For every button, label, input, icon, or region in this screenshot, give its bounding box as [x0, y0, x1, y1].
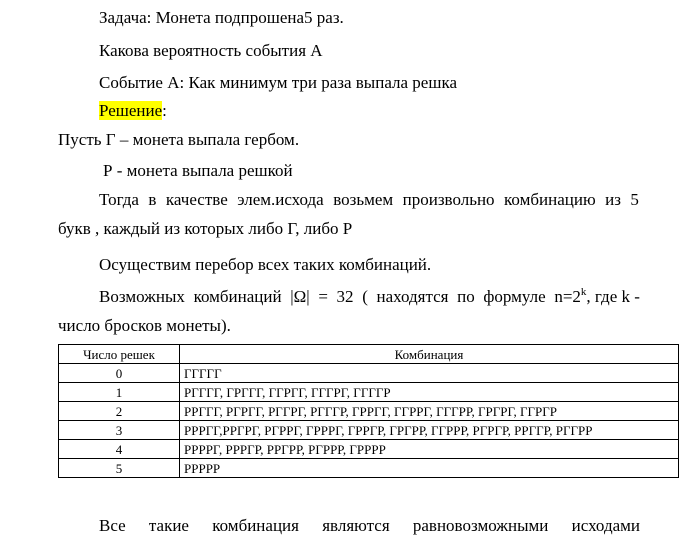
- question-line: Какова вероятность события А: [99, 41, 323, 60]
- combination-cell: РРРГГ,РРГРГ, РГРРГ, ГРРРГ, ГРРГР, ГРГРР, ГГРРР, РГРГР, РРГГР, РГГРР: [180, 421, 679, 440]
- word: по: [457, 287, 475, 306]
- word: комбинация: [212, 516, 299, 535]
- word: |Ω|: [290, 287, 310, 306]
- possible-line: [99, 287, 640, 309]
- word: формуле: [483, 287, 546, 306]
- word: Тогда: [99, 190, 139, 209]
- heads-count-cell: 5: [59, 459, 180, 478]
- heads-count-cell: 0: [59, 364, 180, 383]
- word: элем.исхода: [237, 190, 324, 209]
- solution-word: Решение: [99, 101, 163, 120]
- heads-count-cell: 4: [59, 440, 180, 459]
- let-p-line: Р - монета выпала решкой: [103, 161, 293, 180]
- word: исходами: [571, 516, 640, 535]
- formula-base: n=2: [554, 287, 581, 306]
- heads-count-cell: 3: [59, 421, 180, 440]
- letters-line: букв , каждый из которых либо Г, либо Р: [58, 219, 353, 238]
- word: являются: [322, 516, 390, 535]
- table-row: [59, 459, 679, 478]
- then-line: [99, 190, 639, 210]
- header-combination: Комбинация: [180, 345, 679, 364]
- word: (: [362, 287, 368, 306]
- table-row: [59, 383, 679, 402]
- table-row: [59, 440, 679, 459]
- table-header-row: [59, 345, 679, 364]
- combinations-table: [58, 344, 679, 478]
- combination-cell: РРРРР: [180, 459, 679, 478]
- word: качестве: [165, 190, 228, 209]
- enumerate-line: Осуществим перебор всех таких комбинаций.: [99, 255, 432, 274]
- word: 5: [630, 190, 639, 209]
- solution-heading: [99, 101, 167, 121]
- table-row: [59, 421, 679, 440]
- heads-count-cell: 2: [59, 402, 180, 421]
- task-line: Задача: Монета подпрошена5 раз.: [99, 8, 344, 27]
- word: комбинаций: [193, 287, 282, 306]
- combination-cell: РРРРГ, РРРГР, РРГРР, РГРРР, ГРРРР: [180, 440, 679, 459]
- word: =: [318, 287, 328, 306]
- let-g-line: Пусть Г – монета выпала гербом.: [58, 130, 300, 149]
- header-heads-count: Число решек: [59, 345, 180, 364]
- word: произвольно: [402, 190, 495, 209]
- word: 32: [336, 287, 354, 306]
- word: равновозможными: [412, 516, 549, 535]
- word: в: [148, 190, 157, 209]
- word: возьмем: [333, 190, 394, 209]
- combination-cell: РРГГГ, РГРГГ, РГГРГ, РГГГР, ГРРГГ, ГГРРГ, ГГГРР, ГРГРГ, ГГРГР: [180, 402, 679, 421]
- formula: [554, 287, 640, 309]
- word: Все: [99, 516, 126, 535]
- word: находятся: [376, 287, 449, 306]
- formula-rest: , где k -: [586, 287, 640, 306]
- word: из: [605, 190, 621, 209]
- heads-count-cell: 1: [59, 383, 180, 402]
- formula-exponent: k: [580, 286, 587, 298]
- solution-colon: :: [162, 101, 167, 120]
- combination-cell: ГГГГГ: [180, 364, 679, 383]
- event-line: Событие А: Как минимум три раза выпала решка: [99, 73, 457, 92]
- combination-cell: РГГГГ, ГРГГГ, ГГРГГ, ГГГРГ, ГГГГР: [180, 383, 679, 402]
- table-row: [59, 402, 679, 421]
- word: такие: [148, 516, 189, 535]
- tosses-line: число бросков монеты).: [58, 316, 231, 335]
- table-row: [59, 364, 679, 383]
- all-combinations-line: [99, 516, 640, 536]
- word: Возможных: [99, 287, 185, 306]
- word: комбинацию: [504, 190, 596, 209]
